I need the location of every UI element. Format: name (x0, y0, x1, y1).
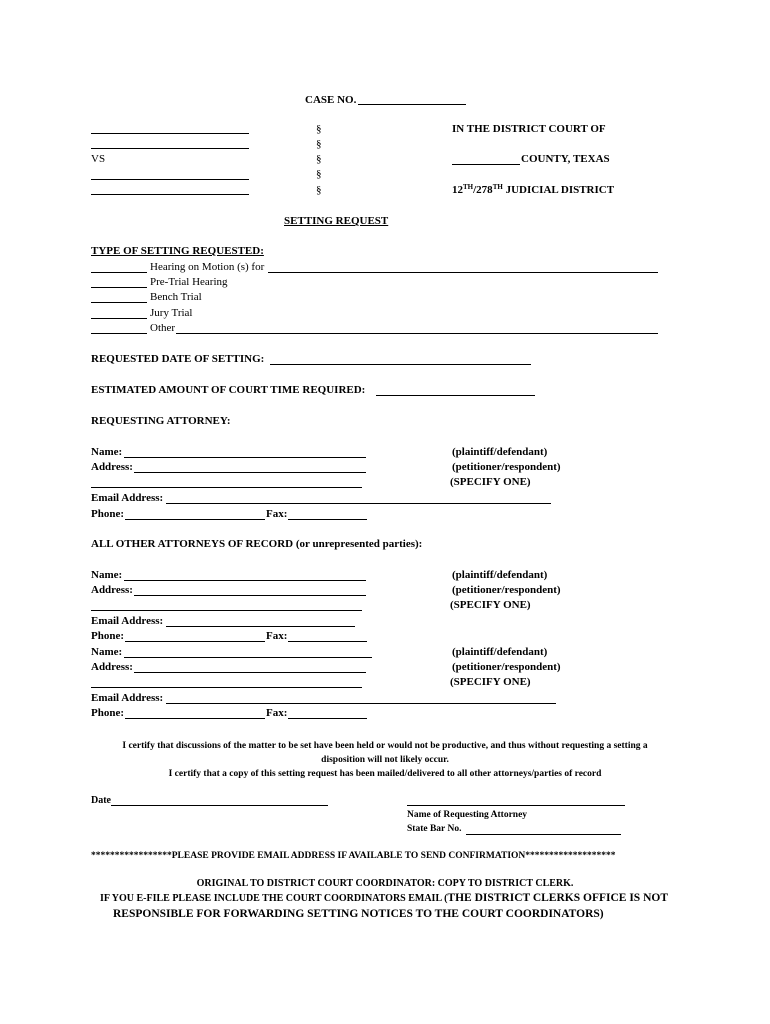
fax-label: Fax: (266, 508, 288, 520)
judicial-district (452, 185, 614, 196)
vs-label: VS (91, 153, 106, 165)
certify-line-3: I certify that a copy of this setting request has been mailed/delivered to all other attorneys/parties of record (168, 769, 602, 779)
email-label: Email Address: (91, 692, 164, 704)
county-field[interactable] (452, 164, 520, 165)
case-no-field[interactable] (358, 104, 466, 105)
other1-phone-field[interactable] (125, 641, 265, 642)
req-address-field[interactable] (134, 472, 366, 473)
date-label: Date (91, 795, 111, 806)
section-sign: § (316, 123, 322, 135)
option-jury-label: Jury Trial (150, 307, 193, 319)
req-name-field[interactable] (124, 457, 366, 458)
hearing-motion-field[interactable] (268, 272, 658, 273)
email-label: Email Address: (91, 615, 164, 627)
fax-label: Fax: (266, 630, 288, 642)
party-line-2[interactable] (91, 148, 249, 149)
certify-line-2: disposition will not likely occur. (321, 755, 449, 765)
option-pretrial-label: Pre-Trial Hearing (150, 276, 228, 288)
option-hearing-label: Hearing on Motion (s) for (150, 261, 265, 273)
name-label: Name: (91, 569, 123, 581)
date-field[interactable] (111, 805, 328, 806)
party-role-1: (plaintiff/defendant) (452, 446, 548, 458)
hearing-checkbox-line[interactable] (91, 272, 147, 273)
page-title: SETTING REQUEST (284, 215, 389, 227)
district-sup-2: TH (492, 183, 503, 191)
name-label: Name: (91, 646, 123, 658)
other2-email-field[interactable] (166, 703, 556, 704)
requested-date-label: REQUESTED DATE OF SETTING: (91, 353, 265, 365)
email-notice: *****************PLEASE PROVIDE EMAIL ADDRESS IF AVAILABLE TO SEND CONFIRMATION******************* (91, 851, 616, 861)
district-rest: JUDICIAL DISTRICT (502, 184, 615, 196)
court-line-1: IN THE DISTRICT COURT OF (452, 123, 606, 135)
pretrial-checkbox-line[interactable] (91, 287, 147, 288)
email-label: Email Address: (91, 492, 164, 504)
other1-email-field[interactable] (166, 626, 355, 627)
jury-checkbox-line[interactable] (91, 318, 147, 319)
efile-line-1a: IF YOU E-FILE PLEASE INCLUDE THE COURT COORDINATORS EMAIL ( (100, 893, 448, 904)
state-bar-label: State Bar No. (407, 824, 462, 834)
phone-label: Phone: (91, 630, 124, 642)
case-no-label: CASE NO. (305, 94, 357, 106)
other1-fax-field[interactable] (288, 641, 367, 642)
req-phone-field[interactable] (125, 519, 265, 520)
section-sign: § (316, 153, 322, 165)
specify-one: (SPECIFY ONE) (450, 599, 531, 611)
state-bar-field[interactable] (466, 834, 621, 835)
party-line-3[interactable] (91, 179, 249, 180)
other-field[interactable] (176, 333, 658, 334)
district-num-1: 12 (452, 184, 463, 196)
other1-address-field-2[interactable] (91, 610, 362, 611)
address-label: Address: (91, 661, 133, 673)
other-attorneys-heading: ALL OTHER ATTORNEYS OF RECORD (or unrepresented parties): (91, 538, 423, 550)
other2-address-field-2[interactable] (91, 687, 362, 688)
party-line-4[interactable] (91, 194, 249, 195)
phone-label: Phone: (91, 707, 124, 719)
section-sign: § (316, 168, 322, 180)
other2-address-field[interactable] (134, 672, 366, 673)
estimated-time-field[interactable] (376, 395, 535, 396)
party-line-1[interactable] (91, 133, 249, 134)
party-role-1: (plaintiff/defendant) (452, 646, 548, 658)
section-sign: § (316, 138, 322, 150)
attorney-signature-field[interactable] (407, 805, 625, 806)
setting-type-heading: TYPE OF SETTING REQUESTED: (91, 245, 264, 257)
court-line-2: COUNTY, TEXAS (521, 153, 610, 165)
original-line: ORIGINAL TO DISTRICT COURT COORDINATOR: COPY TO DISTRICT CLERK. (196, 878, 574, 889)
option-bench-label: Bench Trial (150, 291, 202, 303)
address-label: Address: (91, 461, 133, 473)
other2-phone-field[interactable] (125, 718, 265, 719)
phone-label: Phone: (91, 508, 124, 520)
specify-one: (SPECIFY ONE) (450, 676, 531, 688)
party-role-2: (petitioner/respondent) (452, 461, 561, 473)
efile-line-1b: THE DISTRICT CLERKS OFFICE IS NOT (447, 892, 668, 904)
certify-line-1: I certify that discussions of the matter to be set have been held or would not be productive, and thus without requesting a setting a (122, 741, 648, 751)
other2-fax-field[interactable] (288, 718, 367, 719)
district-sep: /278 (473, 184, 493, 196)
other-checkbox-line[interactable] (91, 333, 147, 334)
efile-line-2: RESPONSIBLE FOR FORWARDING SETTING NOTICES TO THE COURT COORDINATORS) (113, 908, 604, 920)
option-other-label: Other (150, 322, 176, 334)
specify-one: (SPECIFY ONE) (450, 476, 531, 488)
fax-label: Fax: (266, 707, 288, 719)
attorney-name-label: Name of Requesting Attorney (407, 810, 528, 820)
other1-name-field[interactable] (124, 580, 366, 581)
section-sign: § (316, 184, 322, 196)
address-label: Address: (91, 584, 133, 596)
district-sup-1: TH (463, 183, 474, 191)
bench-checkbox-line[interactable] (91, 302, 147, 303)
efile-line-1 (100, 893, 668, 905)
other1-address-field[interactable] (134, 595, 366, 596)
estimated-time-label: ESTIMATED AMOUNT OF COURT TIME REQUIRED: (91, 384, 366, 396)
party-role-1: (plaintiff/defendant) (452, 569, 548, 581)
requested-date-field[interactable] (270, 364, 531, 365)
name-label: Name: (91, 446, 123, 458)
other2-name-field[interactable] (124, 657, 372, 658)
req-email-field[interactable] (166, 503, 551, 504)
requesting-attorney-heading: REQUESTING ATTORNEY: (91, 415, 231, 427)
req-fax-field[interactable] (288, 519, 367, 520)
req-address-field-2[interactable] (91, 487, 362, 488)
party-role-2: (petitioner/respondent) (452, 661, 561, 673)
party-role-2: (petitioner/respondent) (452, 584, 561, 596)
